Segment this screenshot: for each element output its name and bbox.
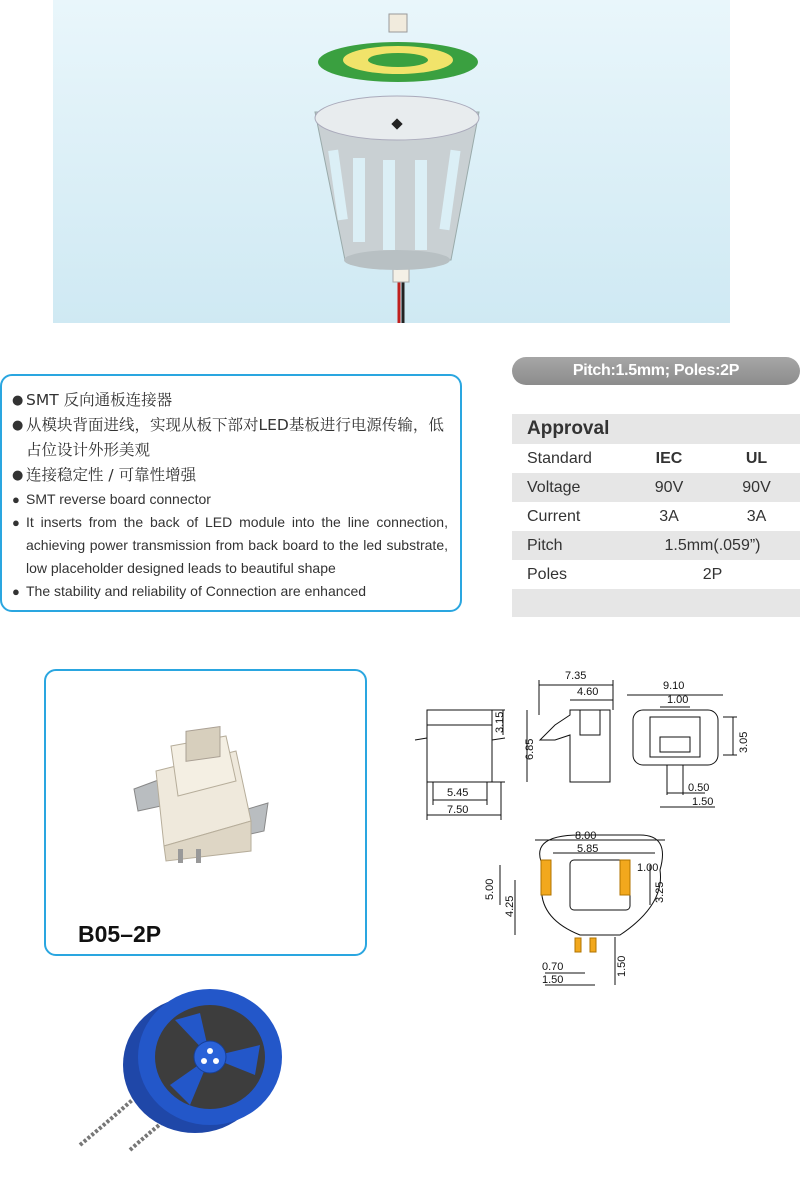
dim-label: 1.50 xyxy=(542,974,564,986)
bullet-icon: ● xyxy=(12,468,24,483)
bullet-icon: ● xyxy=(12,393,24,408)
product-photo-box xyxy=(44,669,367,956)
approval-row-blank xyxy=(512,589,800,617)
dim-label: 0.50 xyxy=(688,782,710,794)
bullet-icon: ● xyxy=(12,515,20,530)
dim-label: 4.25 xyxy=(504,895,516,917)
dim-label: 3.25 xyxy=(654,881,666,903)
dim-label: 3.15 xyxy=(494,711,506,733)
bullet-icon: ● xyxy=(12,492,20,507)
dim-label: 4.60 xyxy=(577,686,599,698)
dim-label: 5.00 xyxy=(484,878,496,900)
hero-illustration xyxy=(53,0,730,323)
dim-label: 5.85 xyxy=(577,843,599,855)
tape-reel-image xyxy=(70,975,300,1160)
dim-label: 8.00 xyxy=(575,830,597,842)
feature-list xyxy=(2,376,460,603)
feature-box xyxy=(0,374,462,612)
dim-label: 1.50 xyxy=(692,796,714,808)
approval-row-pitch: Pitch 1.5mm(.059”) xyxy=(512,531,800,560)
pitch-poles-banner: Pitch:1.5mm; Poles:2P xyxy=(512,357,800,385)
bullet-icon: ● xyxy=(12,418,24,433)
feature-item: ● SMT 反向通板连接器 xyxy=(10,388,448,413)
bullet-icon: ● xyxy=(12,584,20,599)
feature-item: ● It inserts from the back of LED module into the line connection, achieving power transmission from back board to the led substrate, low placeholder designed leads to beautiful shape xyxy=(10,511,448,580)
dim-label: 5.45 xyxy=(447,787,469,799)
dim-label: 1.00 xyxy=(637,862,659,874)
feature-item: ● SMT reverse board connector xyxy=(10,488,448,511)
dim-label: 1.50 xyxy=(616,955,628,977)
feature-item: ● 从模块背面进线，实现从板下部对LED基板进行电源传输，低占位设计外形美观 xyxy=(10,413,448,463)
approval-row-voltage: Voltage 90V 90V xyxy=(512,473,800,502)
dim-label: 7.50 xyxy=(447,804,469,816)
approval-table xyxy=(512,414,800,617)
dimension-drawings xyxy=(405,655,800,1000)
approval-row-poles: Poles 2P xyxy=(527,565,723,583)
dim-label: 3.05 xyxy=(738,731,750,753)
approval-header-row: Standard IEC UL xyxy=(527,449,768,467)
feature-item: ● 连接稳定性 / 可靠性增强 xyxy=(10,463,448,488)
connector-image xyxy=(46,671,364,953)
dim-label: 6.85 xyxy=(524,738,536,760)
feature-item: ● The stability and reliability of Connection are enhanced xyxy=(10,580,448,603)
dim-label: 9.10 xyxy=(663,680,685,692)
approval-row-current: Current 3A 3A xyxy=(527,507,767,525)
dim-label: 7.35 xyxy=(565,670,587,682)
dim-label: 0.70 xyxy=(542,961,564,973)
approval-title: Approval xyxy=(512,414,800,444)
model-label: B05–2P xyxy=(78,921,162,947)
dim-label: 1.00 xyxy=(667,694,689,706)
